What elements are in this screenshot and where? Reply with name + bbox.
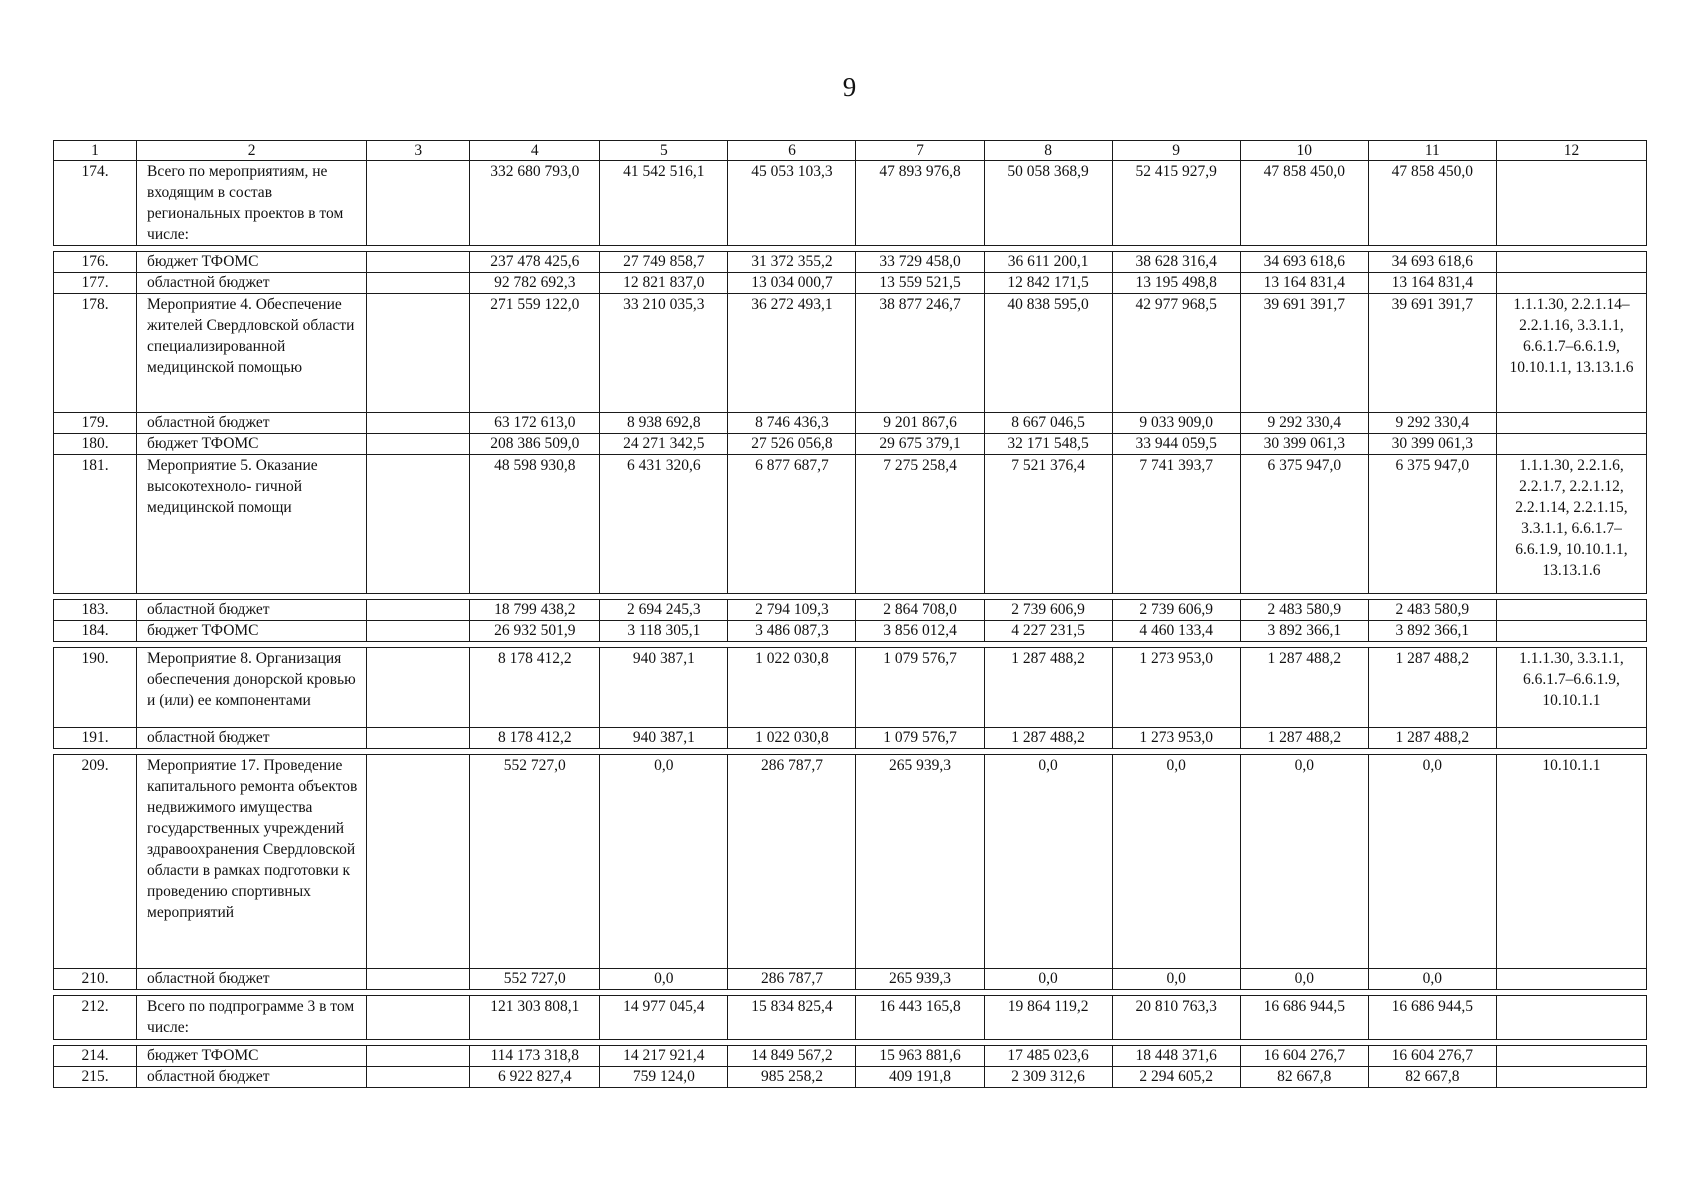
row-col3-cell (367, 969, 470, 990)
row-name-cell: областной бюджет (137, 413, 367, 434)
value-cell: 39 691 391,7 (1368, 294, 1496, 413)
value-cell: 985 258,2 (728, 1067, 856, 1088)
value-cell: 7 521 376,4 (984, 455, 1112, 594)
value-cell: 8 746 436,3 (728, 413, 856, 434)
row-col3-cell (367, 434, 470, 455)
value-cell: 8 667 046,5 (984, 413, 1112, 434)
row-number-cell: 181. (54, 455, 137, 594)
value-cell: 36 611 200,1 (984, 252, 1112, 273)
value-cell: 0,0 (1368, 969, 1496, 990)
row-number-cell: 212. (54, 996, 137, 1040)
table-row (54, 434, 1647, 455)
row-col3-cell (367, 728, 470, 749)
row-number-cell: 190. (54, 648, 137, 728)
row-name-cell: областной бюджет (137, 728, 367, 749)
target-indicators-cell (1496, 252, 1646, 273)
value-cell: 47 893 976,8 (856, 161, 984, 246)
row-number-cell: 174. (54, 161, 137, 246)
value-cell: 759 124,0 (600, 1067, 728, 1088)
table-row (54, 728, 1647, 749)
value-cell: 33 210 035,3 (600, 294, 728, 413)
row-number-cell: 210. (54, 969, 137, 990)
row-col3-cell (367, 455, 470, 594)
row-number-cell: 176. (54, 252, 137, 273)
value-cell: 33 729 458,0 (856, 252, 984, 273)
value-cell: 16 686 944,5 (1240, 996, 1368, 1040)
value-cell: 121 303 808,1 (470, 996, 600, 1040)
value-cell: 6 877 687,7 (728, 455, 856, 594)
value-cell: 18 448 371,6 (1112, 1046, 1240, 1067)
row-number-cell: 209. (54, 755, 137, 969)
value-cell: 29 675 379,1 (856, 434, 984, 455)
value-cell: 265 939,3 (856, 755, 984, 969)
table-row (54, 413, 1647, 434)
value-cell: 1 287 488,2 (984, 728, 1112, 749)
value-cell: 0,0 (600, 969, 728, 990)
value-cell: 3 892 366,1 (1368, 621, 1496, 642)
header-cell: 2 (137, 141, 367, 161)
budget-table (53, 140, 1647, 1088)
row-col3-cell (367, 252, 470, 273)
value-cell: 32 171 548,5 (984, 434, 1112, 455)
row-col3-cell (367, 1046, 470, 1067)
value-cell: 82 667,8 (1240, 1067, 1368, 1088)
value-cell: 2 739 606,9 (1112, 600, 1240, 621)
row-name-cell: Мероприятие 17. Проведение капитального ремонта объектов недвижимого имущества государственных учреждений здравоохранения Свердловской области в рамках подготовки к проведению спортивных мероприятий (137, 755, 367, 969)
target-indicators-cell (1496, 600, 1646, 621)
value-cell: 2 794 109,3 (728, 600, 856, 621)
value-cell: 47 858 450,0 (1368, 161, 1496, 246)
header-cell: 12 (1496, 141, 1646, 161)
value-cell: 1 022 030,8 (728, 648, 856, 728)
value-cell: 30 399 061,3 (1368, 434, 1496, 455)
value-cell: 20 810 763,3 (1112, 996, 1240, 1040)
value-cell: 4 460 133,4 (1112, 621, 1240, 642)
value-cell: 7 275 258,4 (856, 455, 984, 594)
value-cell: 0,0 (1240, 969, 1368, 990)
value-cell: 16 604 276,7 (1368, 1046, 1496, 1067)
row-name-cell: Мероприятие 8. Организация обеспечения донорской кровью и (или) ее компонентами (137, 648, 367, 728)
value-cell: 8 178 412,2 (470, 648, 600, 728)
page-number: 9 (842, 72, 857, 102)
table-row (54, 455, 1647, 594)
value-cell: 38 628 316,4 (1112, 252, 1240, 273)
value-cell: 0,0 (1112, 755, 1240, 969)
table-row (54, 621, 1647, 642)
value-cell: 8 178 412,2 (470, 728, 600, 749)
header-cell: 5 (600, 141, 728, 161)
table-row (54, 161, 1647, 246)
value-cell: 271 559 122,0 (470, 294, 600, 413)
value-cell: 27 526 056,8 (728, 434, 856, 455)
value-cell: 52 415 927,9 (1112, 161, 1240, 246)
header-cell: 1 (54, 141, 137, 161)
value-cell: 24 271 342,5 (600, 434, 728, 455)
row-number-cell: 178. (54, 294, 137, 413)
header-cell: 4 (470, 141, 600, 161)
target-indicators-cell: 1.1.1.30, 3.3.1.1, 6.6.1.7–6.6.1.9, 10.10.1.1 (1496, 648, 1646, 728)
row-number-cell: 179. (54, 413, 137, 434)
value-cell: 6 922 827,4 (470, 1067, 600, 1088)
value-cell: 9 292 330,4 (1240, 413, 1368, 434)
value-cell: 1 079 576,7 (856, 728, 984, 749)
value-cell: 16 443 165,8 (856, 996, 984, 1040)
table-row (54, 252, 1647, 273)
value-cell: 0,0 (984, 755, 1112, 969)
value-cell: 13 195 498,8 (1112, 273, 1240, 294)
value-cell: 47 858 450,0 (1240, 161, 1368, 246)
header-cell: 3 (367, 141, 470, 161)
row-name-cell: Мероприятие 5. Оказание высокотехноло- гичной медицинской помощи (137, 455, 367, 594)
value-cell: 286 787,7 (728, 755, 856, 969)
target-indicators-cell (1496, 996, 1646, 1040)
header-cell: 8 (984, 141, 1112, 161)
table-row (54, 600, 1647, 621)
value-cell: 16 686 944,5 (1368, 996, 1496, 1040)
table-row (54, 648, 1647, 728)
target-indicators-cell (1496, 1067, 1646, 1088)
target-indicators-cell (1496, 728, 1646, 749)
value-cell: 0,0 (600, 755, 728, 969)
row-name-cell: областной бюджет (137, 1067, 367, 1088)
value-cell: 34 693 618,6 (1240, 252, 1368, 273)
target-indicators-cell (1496, 413, 1646, 434)
target-indicators-cell (1496, 161, 1646, 246)
target-indicators-cell (1496, 1046, 1646, 1067)
target-indicators-cell (1496, 273, 1646, 294)
value-cell: 41 542 516,1 (600, 161, 728, 246)
value-cell: 34 693 618,6 (1368, 252, 1496, 273)
value-cell: 1 287 488,2 (1368, 648, 1496, 728)
row-number-cell: 184. (54, 621, 137, 642)
value-cell: 1 022 030,8 (728, 728, 856, 749)
row-number-cell: 177. (54, 273, 137, 294)
row-name-cell: Всего по подпрограмме 3 в том числе: (137, 996, 367, 1040)
target-indicators-cell: 10.10.1.1 (1496, 755, 1646, 969)
value-cell: 4 227 231,5 (984, 621, 1112, 642)
value-cell: 940 387,1 (600, 728, 728, 749)
row-name-cell: бюджет ТФОМС (137, 1046, 367, 1067)
row-number-cell: 214. (54, 1046, 137, 1067)
target-indicators-cell (1496, 969, 1646, 990)
value-cell: 16 604 276,7 (1240, 1046, 1368, 1067)
value-cell: 3 856 012,4 (856, 621, 984, 642)
row-number-cell: 183. (54, 600, 137, 621)
header-row (54, 141, 1647, 161)
value-cell: 2 294 605,2 (1112, 1067, 1240, 1088)
target-indicators-cell: 1.1.1.30, 2.2.1.14– 2.2.1.16, 3.3.1.1, 6.6.1.7–6.6.1.9, 10.10.1.1, 13.13.1.6 (1496, 294, 1646, 413)
value-cell: 9 033 909,0 (1112, 413, 1240, 434)
row-col3-cell (367, 600, 470, 621)
value-cell: 1 079 576,7 (856, 648, 984, 728)
value-cell: 0,0 (1240, 755, 1368, 969)
value-cell: 13 164 831,4 (1240, 273, 1368, 294)
value-cell: 2 694 245,3 (600, 600, 728, 621)
value-cell: 1 273 953,0 (1112, 728, 1240, 749)
value-cell: 3 118 305,1 (600, 621, 728, 642)
value-cell: 552 727,0 (470, 969, 600, 990)
value-cell: 40 838 595,0 (984, 294, 1112, 413)
row-name-cell: бюджет ТФОМС (137, 252, 367, 273)
value-cell: 6 375 947,0 (1240, 455, 1368, 594)
value-cell: 8 938 692,8 (600, 413, 728, 434)
target-indicators-cell (1496, 621, 1646, 642)
value-cell: 38 877 246,7 (856, 294, 984, 413)
row-number-cell: 215. (54, 1067, 137, 1088)
header-cell: 10 (1240, 141, 1368, 161)
value-cell: 92 782 692,3 (470, 273, 600, 294)
table-row (54, 996, 1647, 1040)
value-cell: 33 944 059,5 (1112, 434, 1240, 455)
value-cell: 63 172 613,0 (470, 413, 600, 434)
value-cell: 552 727,0 (470, 755, 600, 969)
value-cell: 1 287 488,2 (1240, 728, 1368, 749)
value-cell: 2 739 606,9 (984, 600, 1112, 621)
row-col3-cell (367, 413, 470, 434)
row-name-cell: Всего по мероприятиям, не входящим в состав региональных проектов в том числе: (137, 161, 367, 246)
target-indicators-cell: 1.1.1.30, 2.2.1.6, 2.2.1.7, 2.2.1.12, 2.2.1.14, 2.2.1.15, 3.3.1.1, 6.6.1.7–6.6.1.9, 10.10.1.1, 13.13.1.6 (1496, 455, 1646, 594)
value-cell: 27 749 858,7 (600, 252, 728, 273)
row-col3-cell (367, 273, 470, 294)
value-cell: 2 483 580,9 (1240, 600, 1368, 621)
table-row (54, 294, 1647, 413)
value-cell: 18 799 438,2 (470, 600, 600, 621)
value-cell: 265 939,3 (856, 969, 984, 990)
value-cell: 114 173 318,8 (470, 1046, 600, 1067)
value-cell: 6 375 947,0 (1368, 455, 1496, 594)
value-cell: 13 034 000,7 (728, 273, 856, 294)
value-cell: 1 273 953,0 (1112, 648, 1240, 728)
value-cell: 14 977 045,4 (600, 996, 728, 1040)
value-cell: 1 287 488,2 (1240, 648, 1368, 728)
row-col3-cell (367, 755, 470, 969)
value-cell: 2 483 580,9 (1368, 600, 1496, 621)
value-cell: 36 272 493,1 (728, 294, 856, 413)
header-cell: 6 (728, 141, 856, 161)
row-name-cell: областной бюджет (137, 273, 367, 294)
row-col3-cell (367, 996, 470, 1040)
value-cell: 12 821 837,0 (600, 273, 728, 294)
value-cell: 13 164 831,4 (1368, 273, 1496, 294)
row-col3-cell (367, 161, 470, 246)
value-cell: 208 386 509,0 (470, 434, 600, 455)
value-cell: 1 287 488,2 (1368, 728, 1496, 749)
value-cell: 13 559 521,5 (856, 273, 984, 294)
row-number-cell: 191. (54, 728, 137, 749)
table-row (54, 273, 1647, 294)
header-cell: 9 (1112, 141, 1240, 161)
value-cell: 332 680 793,0 (470, 161, 600, 246)
value-cell: 7 741 393,7 (1112, 455, 1240, 594)
value-cell: 286 787,7 (728, 969, 856, 990)
table-row (54, 1046, 1647, 1067)
value-cell: 3 892 366,1 (1240, 621, 1368, 642)
header-cell: 7 (856, 141, 984, 161)
header-cell: 11 (1368, 141, 1496, 161)
value-cell: 6 431 320,6 (600, 455, 728, 594)
value-cell: 17 485 023,6 (984, 1046, 1112, 1067)
value-cell: 0,0 (984, 969, 1112, 990)
value-cell: 14 849 567,2 (728, 1046, 856, 1067)
target-indicators-cell (1496, 434, 1646, 455)
value-cell: 50 058 368,9 (984, 161, 1112, 246)
row-col3-cell (367, 648, 470, 728)
row-name-cell: областной бюджет (137, 600, 367, 621)
row-col3-cell (367, 294, 470, 413)
table-row (54, 755, 1647, 969)
row-name-cell: бюджет ТФОМС (137, 434, 367, 455)
value-cell: 42 977 968,5 (1112, 294, 1240, 413)
value-cell: 15 963 881,6 (856, 1046, 984, 1067)
row-col3-cell (367, 621, 470, 642)
value-cell: 48 598 930,8 (470, 455, 600, 594)
value-cell: 31 372 355,2 (728, 252, 856, 273)
value-cell: 26 932 501,9 (470, 621, 600, 642)
value-cell: 82 667,8 (1368, 1067, 1496, 1088)
value-cell: 409 191,8 (856, 1067, 984, 1088)
row-number-cell: 180. (54, 434, 137, 455)
value-cell: 19 864 119,2 (984, 996, 1112, 1040)
row-name-cell: Мероприятие 4. Обеспечение жителей Свердловской области специализированной медицинской помощью (137, 294, 367, 413)
table-row (54, 1067, 1647, 1088)
value-cell: 1 287 488,2 (984, 648, 1112, 728)
row-name-cell: областной бюджет (137, 969, 367, 990)
value-cell: 3 486 087,3 (728, 621, 856, 642)
value-cell: 12 842 171,5 (984, 273, 1112, 294)
value-cell: 9 292 330,4 (1368, 413, 1496, 434)
row-name-cell: бюджет ТФОМС (137, 621, 367, 642)
value-cell: 9 201 867,6 (856, 413, 984, 434)
value-cell: 14 217 921,4 (600, 1046, 728, 1067)
value-cell: 30 399 061,3 (1240, 434, 1368, 455)
value-cell: 0,0 (1368, 755, 1496, 969)
value-cell: 39 691 391,7 (1240, 294, 1368, 413)
value-cell: 237 478 425,6 (470, 252, 600, 273)
value-cell: 2 864 708,0 (856, 600, 984, 621)
value-cell: 2 309 312,6 (984, 1067, 1112, 1088)
value-cell: 0,0 (1112, 969, 1240, 990)
row-col3-cell (367, 1067, 470, 1088)
value-cell: 45 053 103,3 (728, 161, 856, 246)
value-cell: 940 387,1 (600, 648, 728, 728)
table-row (54, 969, 1647, 990)
value-cell: 15 834 825,4 (728, 996, 856, 1040)
